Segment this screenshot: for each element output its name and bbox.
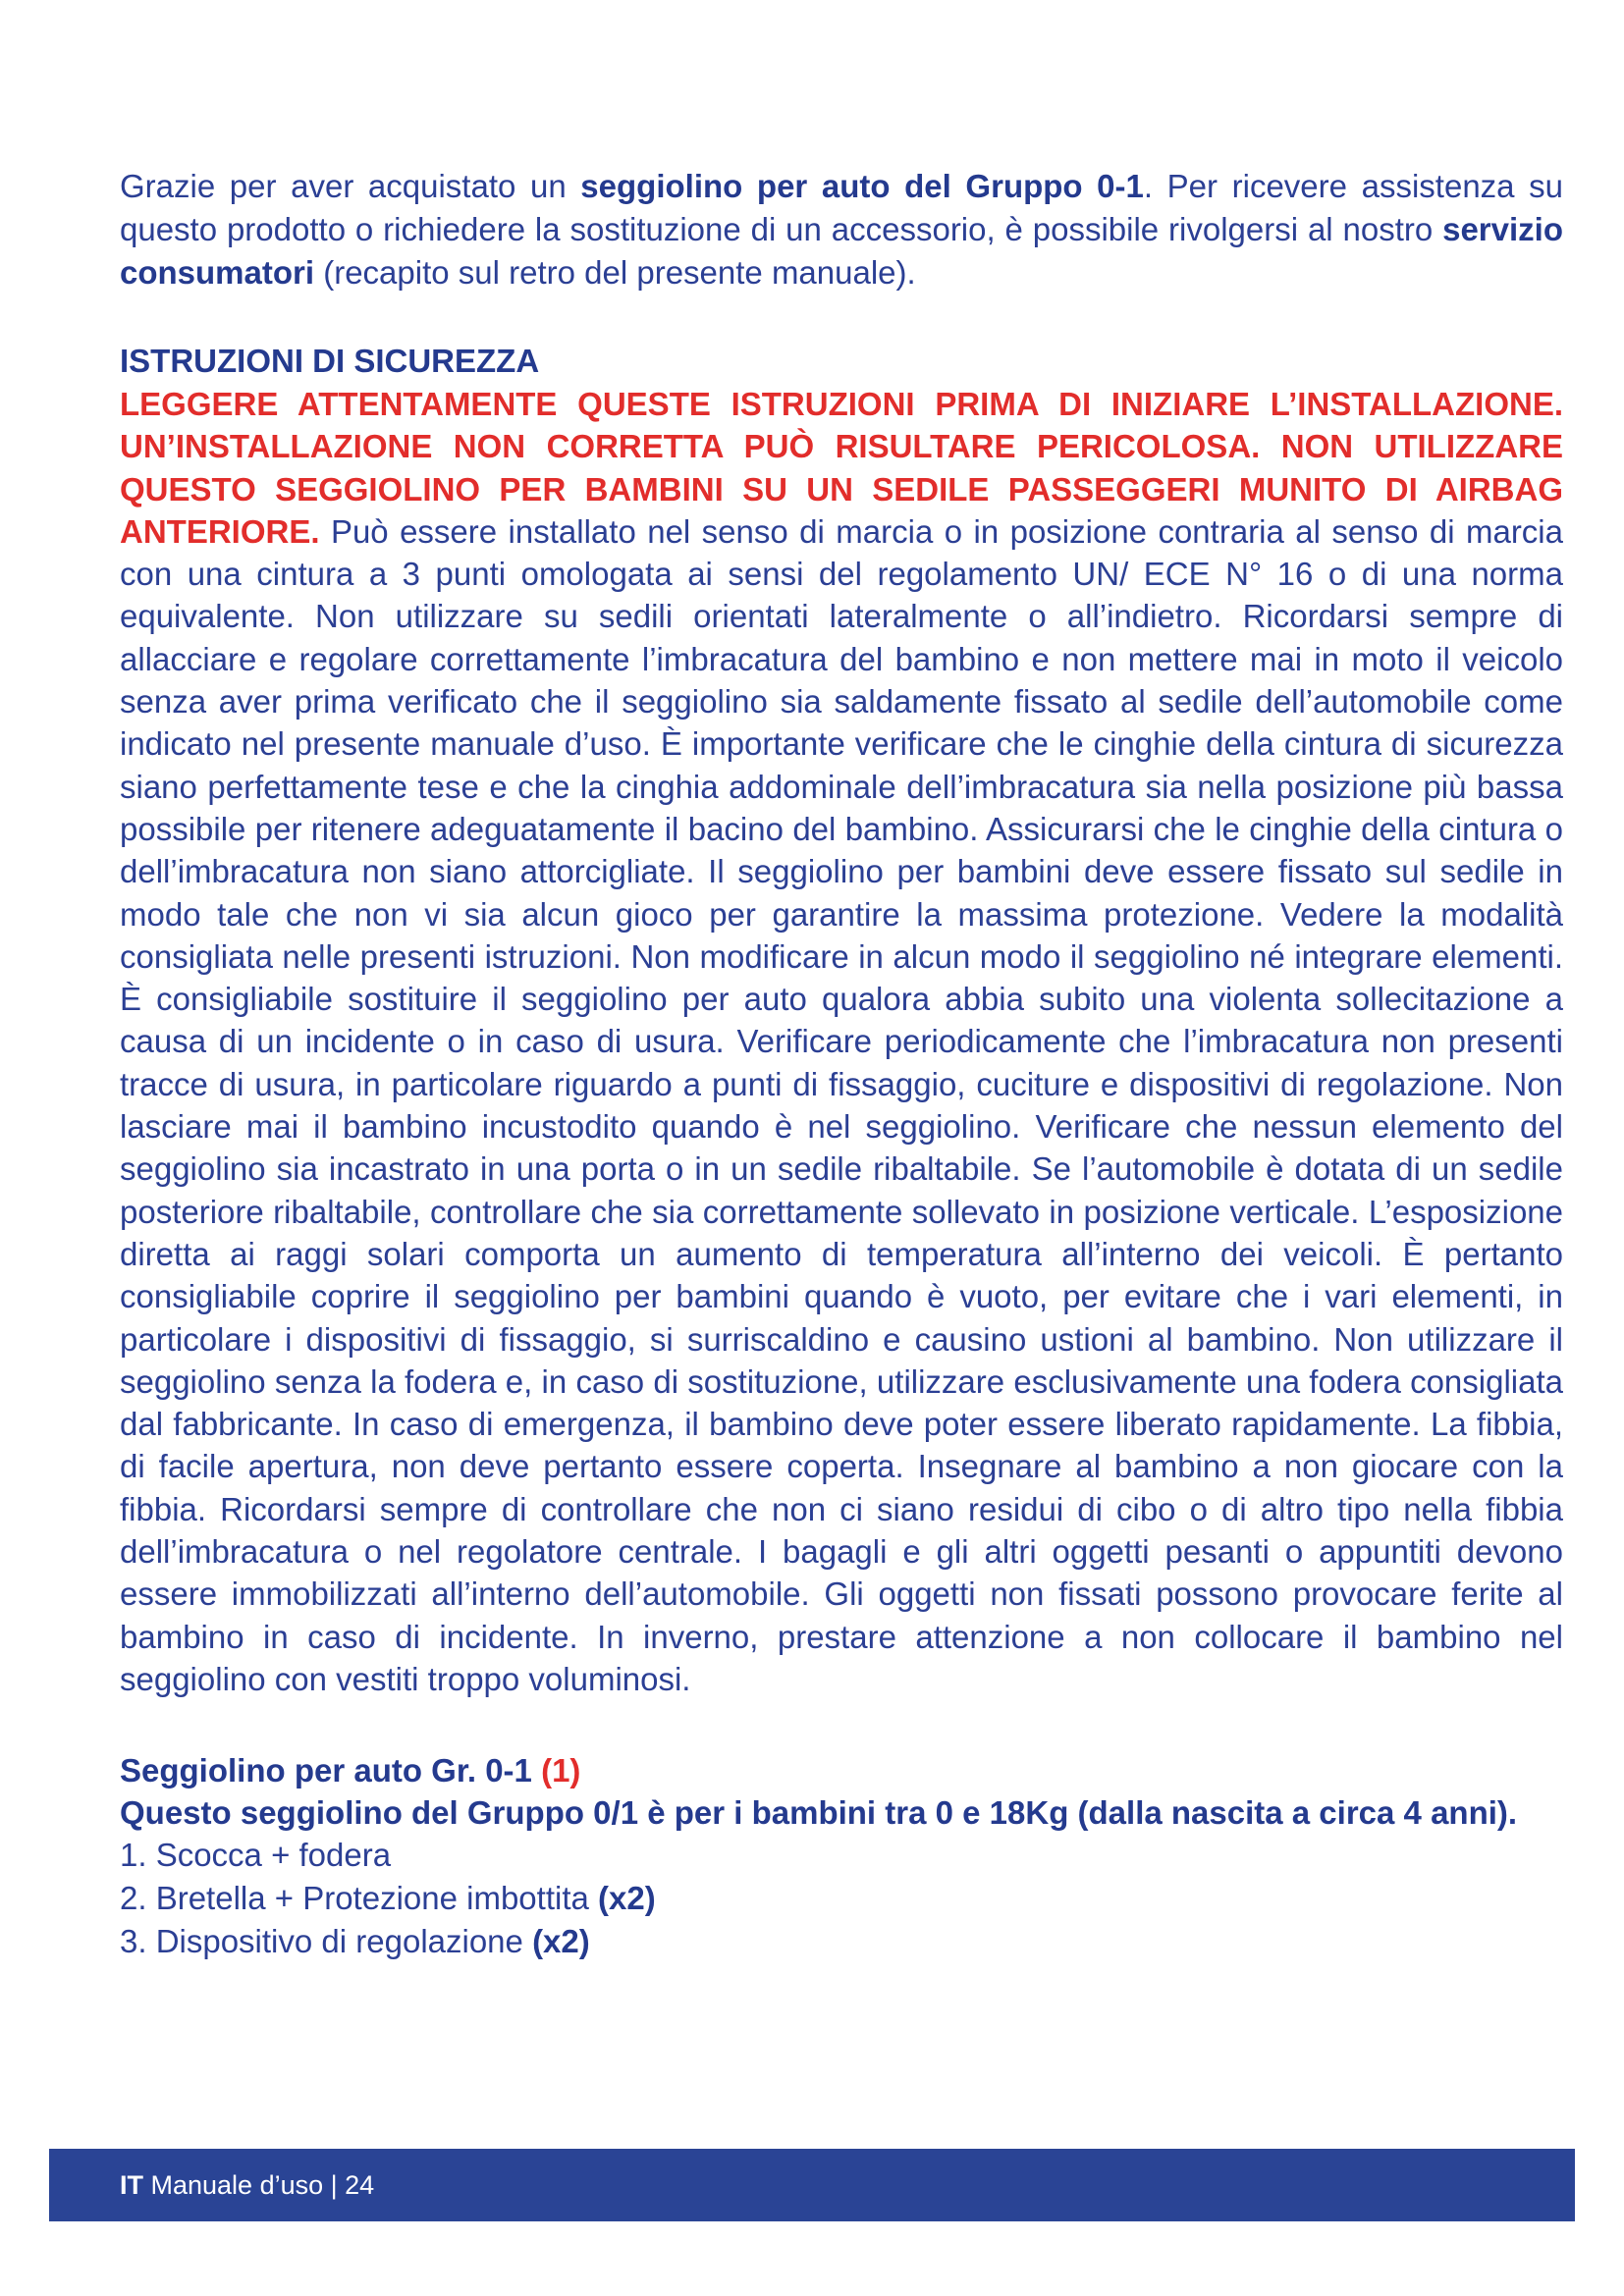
page-content <box>120 165 1563 1963</box>
safety-section-title: ISTRUZIONI DI SICUREZZA <box>120 343 540 379</box>
parts-list <box>120 1834 1563 1963</box>
safety-warning: LEGGERE ATTENTAMENTE QUESTE ISTRUZIONI PRIMA DI INIZIARE L’INSTALLAZIONE. UN’INSTALLAZIONE NON CORRETTA PUÒ RISULTARE PERICOLOSA. NON UTILIZZARE QUESTO SEGGIOLINO PER BAMBINI SU UN SEDILE PASSEGGERI MUNITO DI AIRBAG ANTERIORE. <box>120 386 1563 550</box>
intro-text-1: Grazie per aver acquistato un <box>120 168 581 204</box>
part-text: 1. Scocca + fodera <box>120 1837 392 1874</box>
intro-product-name: seggiolino per auto del Gruppo 0-1 <box>580 168 1144 204</box>
footer-text <box>120 2168 374 2202</box>
parts-list-item <box>120 1834 1563 1877</box>
intro-text-2: . Per ricevere assistenza su questo prodotto o richiedere la sostituzione di un accessorio, è possibile rivolgersi al nostro <box>120 168 1563 247</box>
product-description: Questo seggiolino del Gruppo 0/1 è per i bambini tra 0 e 18Kg (dalla nascita a circa 4 anni). <box>120 1794 1518 1832</box>
product-title-text: Seggiolino per auto Gr. 0-1 <box>120 1752 542 1789</box>
product-title <box>120 1749 1563 1791</box>
product-title-ref: (1) <box>541 1752 581 1789</box>
footer-bar <box>49 2149 1575 2221</box>
part-qty: (x2) <box>598 1880 656 1917</box>
safety-paragraph <box>120 383 1563 1700</box>
footer-page-label: Manuale d’uso | 24 <box>143 2170 375 2200</box>
part-text: 3. Dispositivo di regolazione <box>120 1923 533 1960</box>
footer-language: IT <box>120 2170 143 2200</box>
intro-text-3: (recapito sul retro del presente manuale). <box>314 254 916 291</box>
safety-body: Può essere installato nel senso di marcia o in posizione contraria al senso di marcia con una cintura a 3 punti omologata ai sensi del regolamento UN/ ECE N° 16 o di una norma equivalente. Non utilizzare su sedili orientati lateralmente o all’indietro. Ricordarsi sempre di allacciare e regolare correttamente l’imbracatura del bambino e non mettere mai in moto il veicolo senza aver prima verificato che il seggiolino sia saldamente fissato al sedile dell’automobile come indicato nel presente manuale d’uso. È importante verificare che le cinghie della cintura di sicurezza siano perfettamente tese e che la cinghia addominale dell’imbracatura sia nella posizione più bassa possibile per ritenere adeguatamente il bacino del bambino. Assicurarsi che le cinghie della cintura o dell’imbracatura non siano attorcigliate. Il seggiolino per bambini deve essere fissato sul sedile in modo tale che non vi sia alcun gioco per garantire la massima protezione. Vedere la modalità consigliata nelle presenti istruzioni. Non modificare in alcun modo il seggiolino né integrare elementi. È consigliabile sostituire il seggiolino per auto qualora abbia subito una violenta sollecitazione a causa di un incidente o in caso di usura. Verificare periodicamente che l’imbracatura non presenti tracce di usura, in particolare riguardo a punti di fissaggio, cuciture e dispositivi di regolazione. Non lasciare mai il bambino incustodito quando è nel seggiolino. Verificare che nessun elemento del seggiolino sia incastrato in una porta o in un sedile ribaltabile. Se l’automobile è dotata di un sedile posteriore ribaltabile, controllare che sia correttamente sollevato in posizione verticale. L’esposizione diretta ai raggi solari comporta un aumento di temperatura all’interno dei veicoli. È pertanto consigliabile coprire il seggiolino per bambini quando è vuoto, per evitare che i vari elementi, in particolare i dispositivi di fissaggio, si surriscaldino e causino ustioni al bambino. Non utilizzare il seggiolino senza la fodera e, in caso di sostituzione, utilizzare esclusivamente una fodera consigliata dal fabbricante. In caso di emergenza, il bambino deve poter essere liberato rapidamente. La fibbia, di facile apertura, non deve pertanto essere coperta. Insegnare al bambino a non giocare con la fibbia. Ricordarsi sempre di controllare che non ci siano residui di cibo o di altro tipo nella fibbia dell’imbracatura o nel regolatore centrale. I bagagli e gli altri oggetti pesanti o appuntiti devono essere immobilizzati all’interno dell’automobile. Gli oggetti non fissati possono provocare ferite al bambino in caso di incidente. In inverno, prestare attenzione a non collocare il bambino nel seggiolino con vestiti troppo voluminosi. <box>120 512 1563 1697</box>
parts-list-item <box>120 1877 1563 1920</box>
parts-list-item <box>120 1920 1563 1963</box>
part-qty: (x2) <box>532 1923 590 1960</box>
part-text: 2. Bretella + Protezione imbottita <box>120 1880 599 1917</box>
intro-paragraph <box>120 165 1563 294</box>
intro-service-name: servizio consumatori <box>120 211 1563 291</box>
